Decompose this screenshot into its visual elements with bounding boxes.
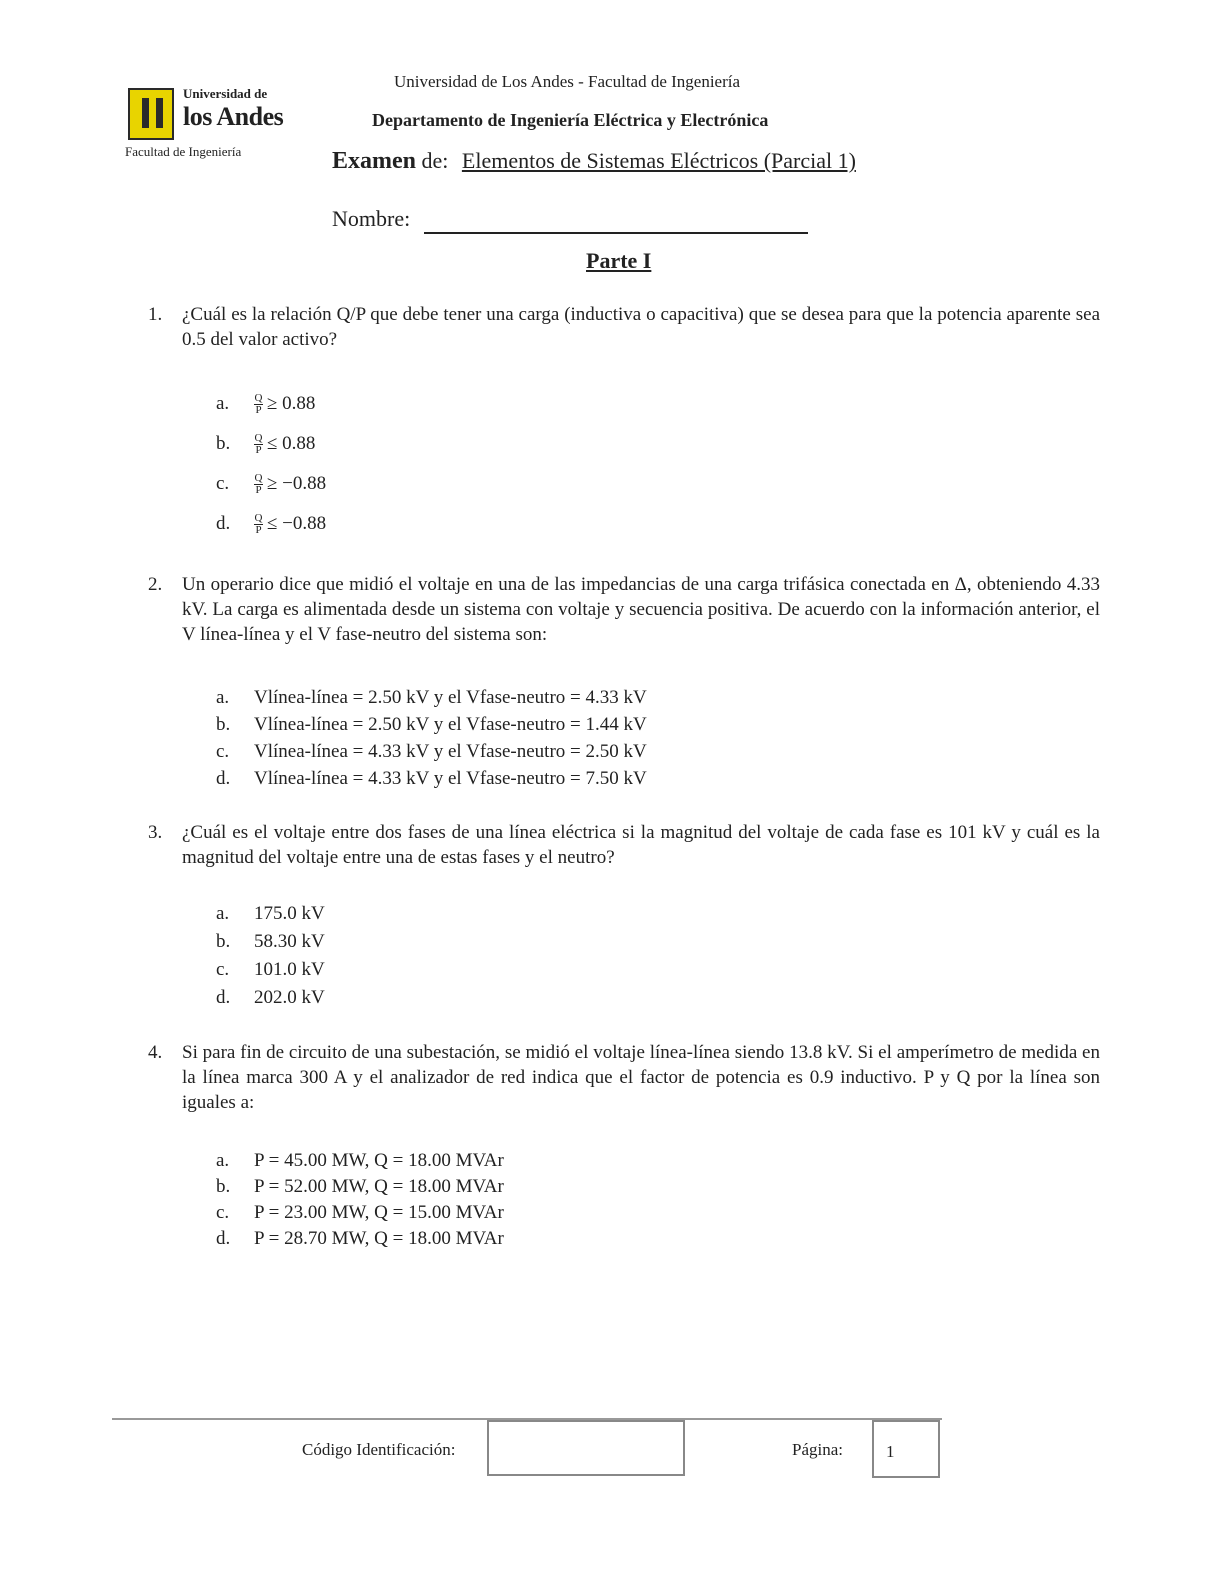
option-text: ≥ 0.88: [267, 393, 316, 414]
fraction: $\frac{Q}{P}$: [254, 431, 263, 456]
option-d[interactable]: [216, 504, 326, 544]
question-4-options: [216, 1148, 504, 1252]
question-number: 4.: [148, 1042, 163, 1063]
logo-line-2: los Andes: [183, 102, 284, 131]
question-text: Si para fin de circuito de una subestación, se midió el voltaje línea-línea siendo 13.8 kV. Si el amperímetro de medida en la línea marca 300 A y el analizador de red indica que el factor de potencia es 0.9 inductivo. P y Q por la línea son iguales a:: [182, 1042, 1100, 1113]
question-2-options: [216, 684, 647, 792]
option-a[interactable]: [216, 900, 325, 928]
option-c[interactable]: [216, 464, 326, 504]
exam-connector: de:: [421, 148, 449, 173]
option-text: P = 45.00 MW, Q = 18.00 MVAr: [254, 1150, 504, 1171]
option-letter: c.: [216, 473, 230, 494]
exam-title: Elementos de Sistemas Eléctricos (Parcial 1): [461, 148, 856, 173]
question-1-options: [216, 384, 326, 544]
name-label: Nombre:: [332, 206, 411, 231]
option-text: 175.0 kV: [254, 903, 325, 924]
option-text: Vlínea-línea = 2.50 kV y el Vfase-neutro = 4.33 kV: [254, 687, 647, 708]
exam-label: Examen: [332, 148, 416, 174]
option-letter: b.: [216, 1176, 231, 1197]
option-letter: b.: [216, 714, 231, 735]
option-letter: d.: [216, 768, 231, 789]
id-code-field[interactable]: [487, 1420, 685, 1476]
section-title: Parte I: [586, 248, 652, 273]
page-label: Página:: [792, 1440, 843, 1459]
option-c[interactable]: [216, 738, 647, 765]
option-text: 58.30 kV: [254, 931, 325, 952]
option-c[interactable]: [216, 956, 325, 984]
option-d[interactable]: [216, 1226, 504, 1252]
option-letter: d.: [216, 1228, 231, 1249]
option-letter: d.: [216, 987, 231, 1008]
option-a[interactable]: [216, 1148, 504, 1174]
option-text: 101.0 kV: [254, 959, 325, 980]
question-number: 3.: [148, 822, 163, 843]
option-text: Vlínea-línea = 4.33 kV y el Vfase-neutro = 2.50 kV: [254, 741, 647, 762]
option-d[interactable]: [216, 765, 647, 792]
id-code-label: Código Identificación:: [302, 1440, 456, 1459]
option-letter: a.: [216, 1150, 230, 1171]
fraction: $\frac{Q}{P}$: [254, 471, 263, 496]
option-text: ≥ −0.88: [267, 473, 327, 494]
question-number: 1.: [148, 304, 163, 325]
question-3: [148, 820, 1100, 870]
university-logo: [125, 86, 320, 164]
option-a[interactable]: [216, 384, 326, 424]
option-text: Vlínea-línea = 2.50 kV y el Vfase-neutro = 1.44 kV: [254, 714, 647, 735]
fraction: $\frac{Q}{P}$: [254, 391, 263, 416]
university-heading: Universidad de Los Andes - Facultad de Ingeniería: [394, 72, 741, 91]
logo-line-3: Facultad de Ingeniería: [125, 144, 242, 159]
exam-heading: [332, 148, 856, 175]
option-letter: a.: [216, 903, 230, 924]
option-letter: a.: [216, 687, 230, 708]
question-1: [148, 302, 1100, 352]
option-text: ≤ 0.88: [267, 433, 316, 454]
page-number: 1: [872, 1420, 940, 1478]
option-b[interactable]: [216, 928, 325, 956]
option-b[interactable]: [216, 424, 326, 464]
logo-line-1: Universidad de: [183, 86, 268, 101]
option-b[interactable]: [216, 711, 647, 738]
name-field[interactable]: [424, 232, 808, 234]
department-heading: Departamento de Ingeniería Eléctrica y Electrónica: [372, 110, 769, 130]
option-c[interactable]: [216, 1200, 504, 1226]
question-text: Un operario dice que midió el voltaje en una de las impedancias de una carga trifásica conectada en Δ, obteniendo 4.33 kV. La carga es alimentada desde un sistema con voltaje y secuencia positiva. De acuerdo con la información anterior, el V línea-línea y el V fase-neutro del sistema son:: [182, 574, 1100, 645]
option-text: Vlínea-línea = 4.33 kV y el Vfase-neutro = 7.50 kV: [254, 768, 647, 789]
option-letter: b.: [216, 931, 231, 952]
question-4: [148, 1040, 1100, 1115]
question-number: 2.: [148, 574, 163, 595]
option-text: P = 23.00 MW, Q = 15.00 MVAr: [254, 1202, 504, 1223]
option-letter: b.: [216, 433, 231, 454]
option-text: ≤ −0.88: [267, 513, 327, 534]
logo-emblem: [128, 88, 174, 140]
option-letter: c.: [216, 741, 230, 762]
option-letter: c.: [216, 959, 230, 980]
question-3-options: [216, 900, 325, 1012]
question-text: ¿Cuál es el voltaje entre dos fases de una línea eléctrica si la magnitud del voltaje de cada fase es 101 kV y cuál es la magnitud del voltaje entre una de estas fases y el neutro?: [182, 822, 1100, 868]
option-text: P = 28.70 MW, Q = 18.00 MVAr: [254, 1228, 504, 1249]
option-letter: a.: [216, 393, 230, 414]
option-d[interactable]: [216, 984, 325, 1012]
option-b[interactable]: [216, 1174, 504, 1200]
option-text: 202.0 kV: [254, 987, 325, 1008]
question-2: [148, 572, 1100, 647]
option-letter: c.: [216, 1202, 230, 1223]
option-letter: d.: [216, 513, 231, 534]
fraction: $\frac{Q}{P}$: [254, 511, 263, 536]
option-a[interactable]: [216, 684, 647, 711]
option-text: P = 52.00 MW, Q = 18.00 MVAr: [254, 1176, 504, 1197]
question-text: ¿Cuál es la relación Q/P que debe tener una carga (inductiva o capacitiva) que se desea para que la potencia aparente sea 0.5 del valor activo?: [182, 304, 1100, 350]
